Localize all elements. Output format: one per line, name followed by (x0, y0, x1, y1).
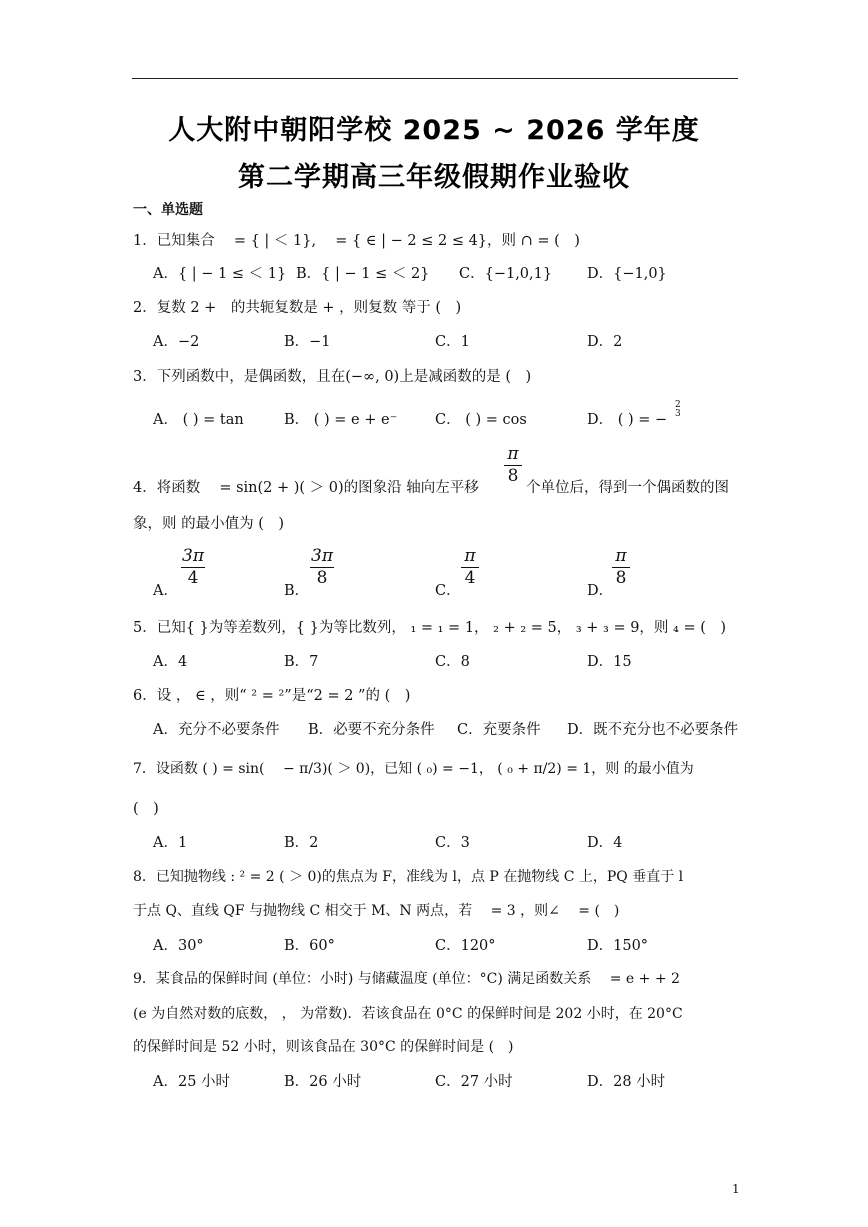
question-9-option-a: A．25 小时 (153, 1074, 231, 1090)
question-9-option-c: C．27 小时 (435, 1074, 513, 1090)
question-4-option-b: B． (284, 583, 310, 599)
question-8-option-d: D．150° (587, 938, 649, 954)
question-5-option-d: D．15 (587, 654, 632, 670)
fraction-numerator: π (615, 546, 627, 566)
question-4-option-b-fraction (310, 548, 334, 587)
exam-title-line2: 第二学期高三年级假期作业验收 (238, 162, 630, 193)
question-4-option-a: A． (153, 583, 178, 599)
question-4-stem-line2: 象，则 的最小值为 ( ) (133, 516, 285, 532)
question-5-stem: 5．已知{ }为等差数列，{ }为等比数列， ₁ = ₁ = 1， ₂ + ₂ = 5， ₃ + ₃ = 9，则 ₄ = ( ) (133, 620, 727, 636)
question-6-option-a: A．充分不必要条件 (153, 722, 280, 738)
question-8-stem-line2: 于点 Q、直线 QF 与抛物线 C 相交于 M、N 两点，若 = 3 ，则∠ = ( ) (133, 903, 620, 919)
fraction-denominator: 8 (507, 466, 519, 486)
question-9-option-d: D．28 小时 (587, 1074, 666, 1090)
question-1-option-d: D．{−1,0} (587, 266, 667, 282)
exam-title-line1: 人大附中朝阳学校 2025 ~ 2026 学年度 (168, 115, 700, 146)
fraction-numerator: π (507, 444, 519, 464)
question-3-option-b: B． ( ) = e + e⁻ (284, 412, 398, 428)
question-8-stem: 8．已知抛物线 : ² = 2 ( ＞ 0)的焦点为 F，准线为 l，点 P 在抛物线 C 上，PQ 垂直于 l (133, 869, 684, 885)
fraction-denominator: 8 (615, 568, 627, 588)
header-rule (132, 78, 738, 79)
question-1-stem: 1．已知集合 = { | ＜ 1}, = { ∈ | − 2 ≤ 2 ≤ 4}，则 ∩ = ( ) (133, 233, 580, 249)
question-1-option-b: B．{ | − 1 ≤ ＜ 2} (296, 266, 430, 282)
question-4-option-c-fraction (461, 548, 479, 587)
question-4-shift-fraction (504, 446, 522, 485)
page-number: 1 (732, 1182, 740, 1196)
question-4-option-c: C． (435, 583, 461, 599)
question-4-stem-part2: 个单位后，得到一个偶函数的图 (526, 480, 729, 496)
question-2-stem: 2．复数 2 + 的共轭复数是 + ，则复数 等于 ( ) (133, 300, 462, 316)
question-2-option-a: A．−2 (153, 334, 200, 350)
question-7-option-b: B．2 (284, 835, 319, 851)
question-7-option-c: C．3 (435, 835, 470, 851)
question-1-option-a: A．{ | − 1 ≤ ＜ 1} (153, 266, 287, 282)
question-3-option-c: C． ( ) = cos (435, 412, 527, 428)
question-9-stem: 9．某食品的保鲜时间 (单位：小时) 与储藏温度 (单位：°C) 满足函数关系 = e + + 2 (133, 971, 680, 987)
question-3-stem: 3．下列函数中，是偶函数，且在(−∞, 0)上是减函数的是 ( ) (133, 369, 532, 385)
question-7-option-a: A．1 (153, 835, 188, 851)
question-9-stem-line2: (e 为自然对数的底数， ， 为常数)．若该食品在 0°C 的保鲜时间是 202 小时，在 20°C (133, 1006, 683, 1022)
question-2-option-b: B．−1 (284, 334, 331, 350)
fraction-denominator: 4 (464, 568, 476, 588)
question-7-option-d: D．4 (587, 835, 623, 851)
question-6-stem: 6．设 ， ∈ ，则“ ² = ²”是“2 = 2 ”的 ( ) (133, 688, 411, 704)
fraction-denominator: 8 (316, 568, 328, 588)
question-5-option-c: C．8 (435, 654, 470, 670)
question-5-option-a: A．4 (153, 654, 188, 670)
fraction-numerator: π (464, 546, 476, 566)
question-2-option-d: D．2 (587, 334, 623, 350)
question-3-d-exponent: 2 3 (675, 400, 681, 419)
question-3-option-d: D． ( ) = − (587, 412, 668, 428)
question-6-option-b: B．必要不充分条件 (308, 722, 435, 738)
question-4-option-d-fraction (612, 548, 630, 587)
question-7-stem: 7．设函数 ( ) = sin( − π/3)( ＞ 0)，已知 ( ₀) = −1， ( ₀ + π/2) = 1，则 的最小值为 (133, 761, 694, 777)
fraction-denominator: 4 (187, 568, 199, 588)
fraction-numerator: 3π (182, 546, 204, 566)
question-4-option-d: D． (587, 583, 614, 599)
question-7-stem-line2: ( ) (133, 801, 159, 817)
fraction-numerator: 3π (311, 546, 333, 566)
question-4-stem-part1: 4．将函数 = sin(2 + )( ＞ 0)的图象沿 轴向左平移 (133, 480, 479, 496)
question-9-stem-line3: 的保鲜时间是 52 小时，则该食品在 30°C 的保鲜时间是 ( ) (133, 1039, 514, 1055)
question-6-option-d: D．既不充分也不必要条件 (567, 722, 739, 738)
question-8-option-c: C．120° (435, 938, 496, 954)
question-8-option-a: A．30° (153, 938, 204, 954)
question-6-option-c: C．充要条件 (457, 722, 541, 738)
question-8-option-b: B．60° (284, 938, 335, 954)
section-heading: 一、单选题 (133, 202, 203, 218)
question-1-option-c: C．{−1,0,1} (459, 266, 553, 282)
question-3-option-a: A． ( ) = tan (153, 412, 244, 428)
question-9-option-b: B．26 小时 (284, 1074, 362, 1090)
question-2-option-c: C．1 (435, 334, 470, 350)
question-4-option-a-fraction (181, 548, 205, 587)
question-5-option-b: B．7 (284, 654, 319, 670)
